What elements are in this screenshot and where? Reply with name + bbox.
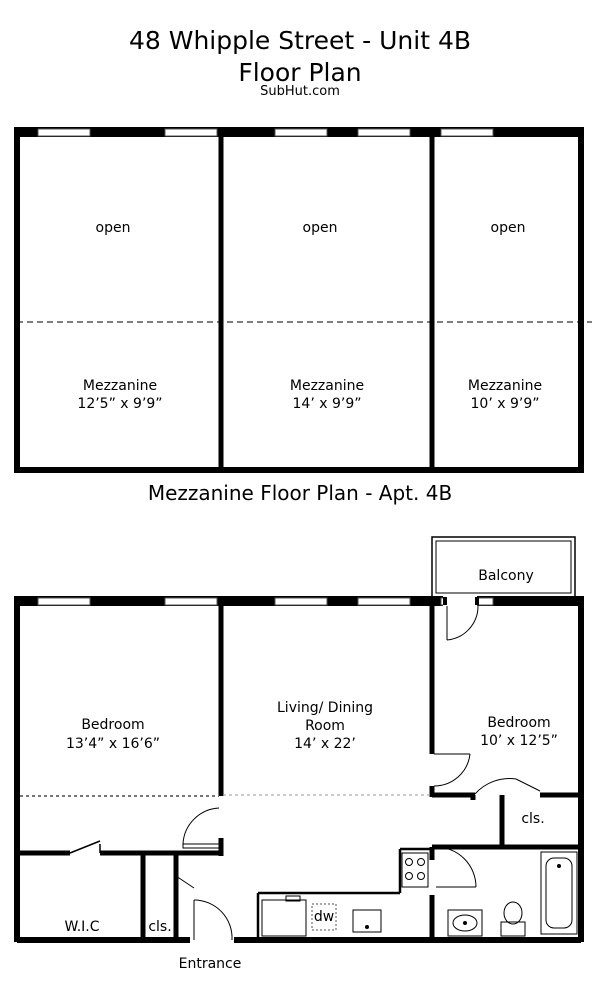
main-floor-plan	[14, 537, 584, 972]
balcony-door	[447, 606, 478, 640]
entrance-door	[194, 900, 232, 940]
plan-subtitle: Floor Plan	[238, 58, 362, 87]
mezzanine-dims-2: 14’ x 9’9”	[292, 396, 362, 412]
mezzanine-label-2: Mezzanine	[289, 378, 365, 394]
living-label-line2: Room	[305, 718, 345, 734]
mezzanine-dims-1: 12’5” x 9’9”	[77, 396, 163, 412]
closet-right-label: cls.	[521, 811, 545, 827]
source-label: SubHut.com	[260, 84, 340, 99]
open-label-1: open	[95, 220, 131, 236]
bathtub	[541, 852, 577, 934]
kitchen-sink	[353, 910, 381, 932]
open-label-2: open	[302, 220, 338, 236]
balcony	[432, 537, 575, 597]
bedroom-right-label: Bedroom	[487, 715, 551, 731]
living-dims: 14’ x 22’	[294, 736, 356, 752]
bathroom-sink	[448, 910, 482, 936]
bedroom-left-dims: 13’4” x 16’6”	[65, 736, 161, 752]
wic-label: W.I.C	[64, 919, 100, 935]
mezzanine-dims-3: 10’ x 9’9”	[470, 396, 540, 412]
closet-entry-door	[176, 876, 194, 888]
entrance-label: Entrance	[178, 956, 242, 972]
living-label-line1: Living/ Dining	[277, 700, 373, 716]
mezzanine-label-3: Mezzanine	[467, 378, 543, 394]
bathroom-door	[436, 847, 476, 887]
plan-title: 48 Whipple Street - Unit 4B	[128, 26, 472, 55]
mezzanine-label-1: Mezzanine	[82, 378, 158, 394]
open-label-3: open	[490, 220, 526, 236]
bedroom-left-door	[183, 808, 221, 848]
mezzanine-plan	[14, 127, 592, 470]
refrigerator	[262, 900, 306, 936]
bedroom-right-door	[434, 754, 540, 794]
dishwasher-label: dw	[313, 909, 335, 925]
closet-entry-label: cls.	[148, 919, 172, 935]
mezzanine-caption: Mezzanine Floor Plan - Apt. 4B	[147, 481, 453, 505]
bedroom-right-dims: 10’ x 12’5”	[480, 733, 558, 749]
bedroom-left-label: Bedroom	[81, 717, 145, 733]
stove	[402, 853, 428, 887]
balcony-label: Balcony	[478, 568, 534, 584]
toilet	[501, 902, 525, 936]
